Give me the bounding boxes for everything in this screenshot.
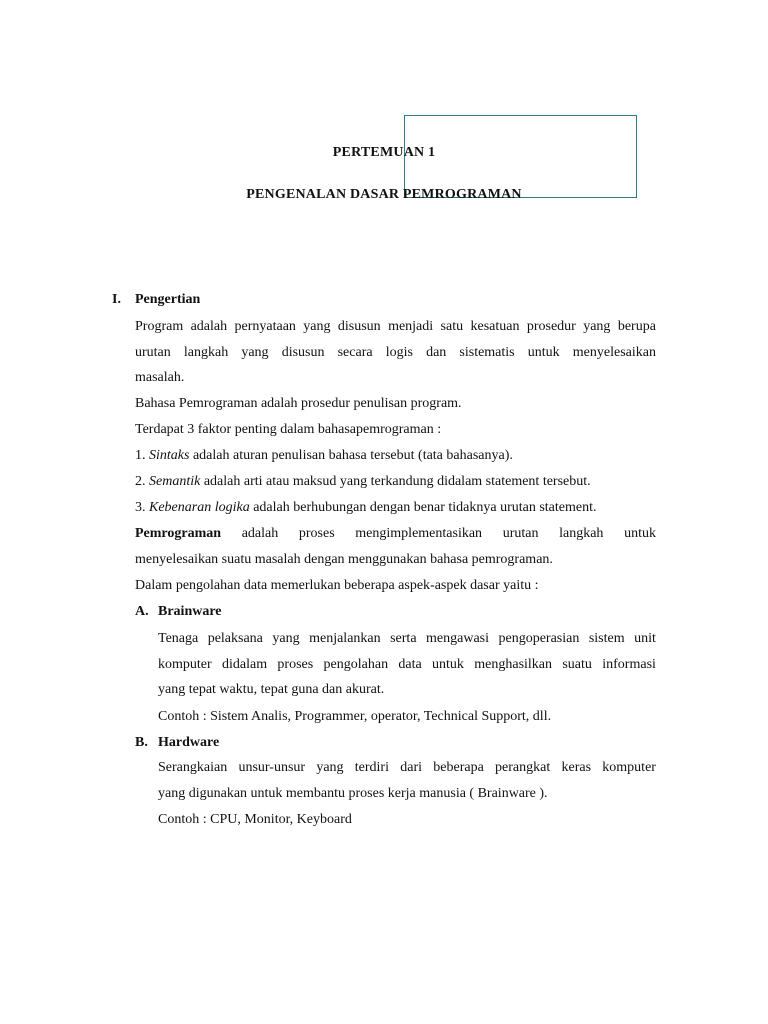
- word: unit: [634, 631, 656, 646]
- factor-item: [135, 447, 513, 465]
- word: langkah: [559, 526, 604, 541]
- section-number: I.: [112, 292, 121, 307]
- word: pelaksana: [207, 631, 263, 646]
- word: untuk: [432, 657, 464, 672]
- list-letter-a: A.: [135, 604, 149, 619]
- word: yang: [316, 760, 344, 775]
- word: untuk: [624, 526, 656, 541]
- hardware-line2: yang digunakan untuk membantu proses kerja manusia ( Brainware ).: [158, 786, 548, 801]
- factor-number: 3.: [135, 500, 146, 515]
- para3: Terdapat 3 faktor penting dalam bahasapemrograman :: [135, 422, 442, 437]
- word: pengoperasian: [498, 631, 580, 646]
- factor-term: Semantik: [149, 474, 201, 489]
- word: dari: [400, 760, 423, 775]
- brainware-heading: Brainware: [158, 604, 222, 619]
- word: proses: [298, 526, 335, 541]
- factor-desc: adalah berhubungan dengan benar tidaknya urutan statement.: [249, 500, 597, 515]
- word: yang: [303, 319, 331, 334]
- word: pernyataan: [234, 319, 296, 334]
- document-title: PERTEMUAN 1: [332, 145, 436, 160]
- word: keras: [561, 760, 592, 775]
- word: satu: [440, 319, 464, 334]
- pemrograman-term: Pemrograman: [135, 526, 222, 541]
- word: sistem: [588, 631, 625, 646]
- word: yang: [583, 319, 611, 334]
- word: menjadi: [388, 319, 434, 334]
- para1-line3: masalah.: [135, 370, 185, 385]
- aspects-intro: Dalam pengolahan data memerlukan beberapa aspek-aspek dasar yaitu :: [135, 578, 539, 593]
- word: berupa: [617, 319, 656, 334]
- word: logis: [385, 345, 413, 360]
- word: komputer: [158, 657, 212, 672]
- para1-line2: [135, 344, 656, 362]
- word: disusun: [281, 345, 325, 360]
- word: menyelesaikan: [572, 345, 656, 360]
- word: pengolahan: [323, 657, 389, 672]
- word: adalah: [241, 526, 279, 541]
- hardware-example: Contoh : CPU, Monitor, Keyboard: [158, 812, 352, 827]
- factor-desc: adalah arti atau maksud yang terkandung didalam statement tersebut.: [200, 474, 591, 489]
- word: beberapa: [433, 760, 484, 775]
- word: informasi: [602, 657, 656, 672]
- word: urutan: [135, 345, 171, 360]
- factor-item: [135, 499, 596, 517]
- word: proses: [277, 657, 314, 672]
- word: Program: [135, 319, 184, 334]
- word: secara: [337, 345, 373, 360]
- factor-number: 2.: [135, 474, 146, 489]
- word: unsur-unsur: [238, 760, 306, 775]
- factor-term: Kebenaran logika: [149, 500, 250, 515]
- word: mengawasi: [426, 631, 490, 646]
- section-heading: Pengertian: [135, 292, 201, 307]
- word: Serangkaian: [158, 760, 228, 775]
- brainware-line3: yang tepat waktu, tepat guna dan akurat.: [158, 682, 385, 697]
- word: serta: [390, 631, 417, 646]
- word: perangkat: [495, 760, 551, 775]
- factor-term: Sintaks: [149, 448, 190, 463]
- word: menghasilkan: [474, 657, 553, 672]
- word: langkah: [183, 345, 229, 360]
- word: urutan: [502, 526, 539, 541]
- word: yang: [241, 345, 269, 360]
- word: dan: [426, 345, 447, 360]
- word: suatu: [562, 657, 592, 672]
- word: menjalankan: [309, 631, 381, 646]
- word: sistematis: [459, 345, 515, 360]
- pemrograman-line1: [135, 525, 656, 543]
- factor-number: 1.: [135, 448, 146, 463]
- pemrograman-line2: menyelesaikan suatu masalah dengan menggunakan bahasa pemrograman.: [135, 552, 553, 567]
- word: prosedur: [526, 319, 576, 334]
- word: data: [398, 657, 422, 672]
- word: komputer: [602, 760, 656, 775]
- hardware-line1: [158, 759, 656, 777]
- factor-desc: adalah aturan penulisan bahasa tersebut (tata bahasanya).: [189, 448, 513, 463]
- word: terdiri: [354, 760, 389, 775]
- para2: Bahasa Pemrograman adalah prosedur penulisan program.: [135, 396, 462, 411]
- word: untuk: [527, 345, 560, 360]
- hardware-heading: Hardware: [158, 735, 220, 750]
- brainware-example: Contoh : Sistem Analis, Programmer, operator, Technical Support, dll.: [158, 709, 552, 724]
- word: didalam: [221, 657, 268, 672]
- para1-line1: [135, 318, 656, 336]
- word: disusun: [337, 319, 381, 334]
- word: adalah: [190, 319, 228, 334]
- word: mengimplementasikan: [355, 526, 483, 541]
- word: Tenaga: [158, 631, 199, 646]
- brainware-line1: [158, 630, 656, 648]
- word: kesatuan: [470, 319, 520, 334]
- list-letter-b: B.: [135, 735, 148, 750]
- document-subtitle: PENGENALAN DASAR PEMROGRAMAN: [246, 187, 522, 202]
- factor-item: [135, 473, 591, 491]
- brainware-line2: [158, 656, 656, 674]
- word: yang: [272, 631, 300, 646]
